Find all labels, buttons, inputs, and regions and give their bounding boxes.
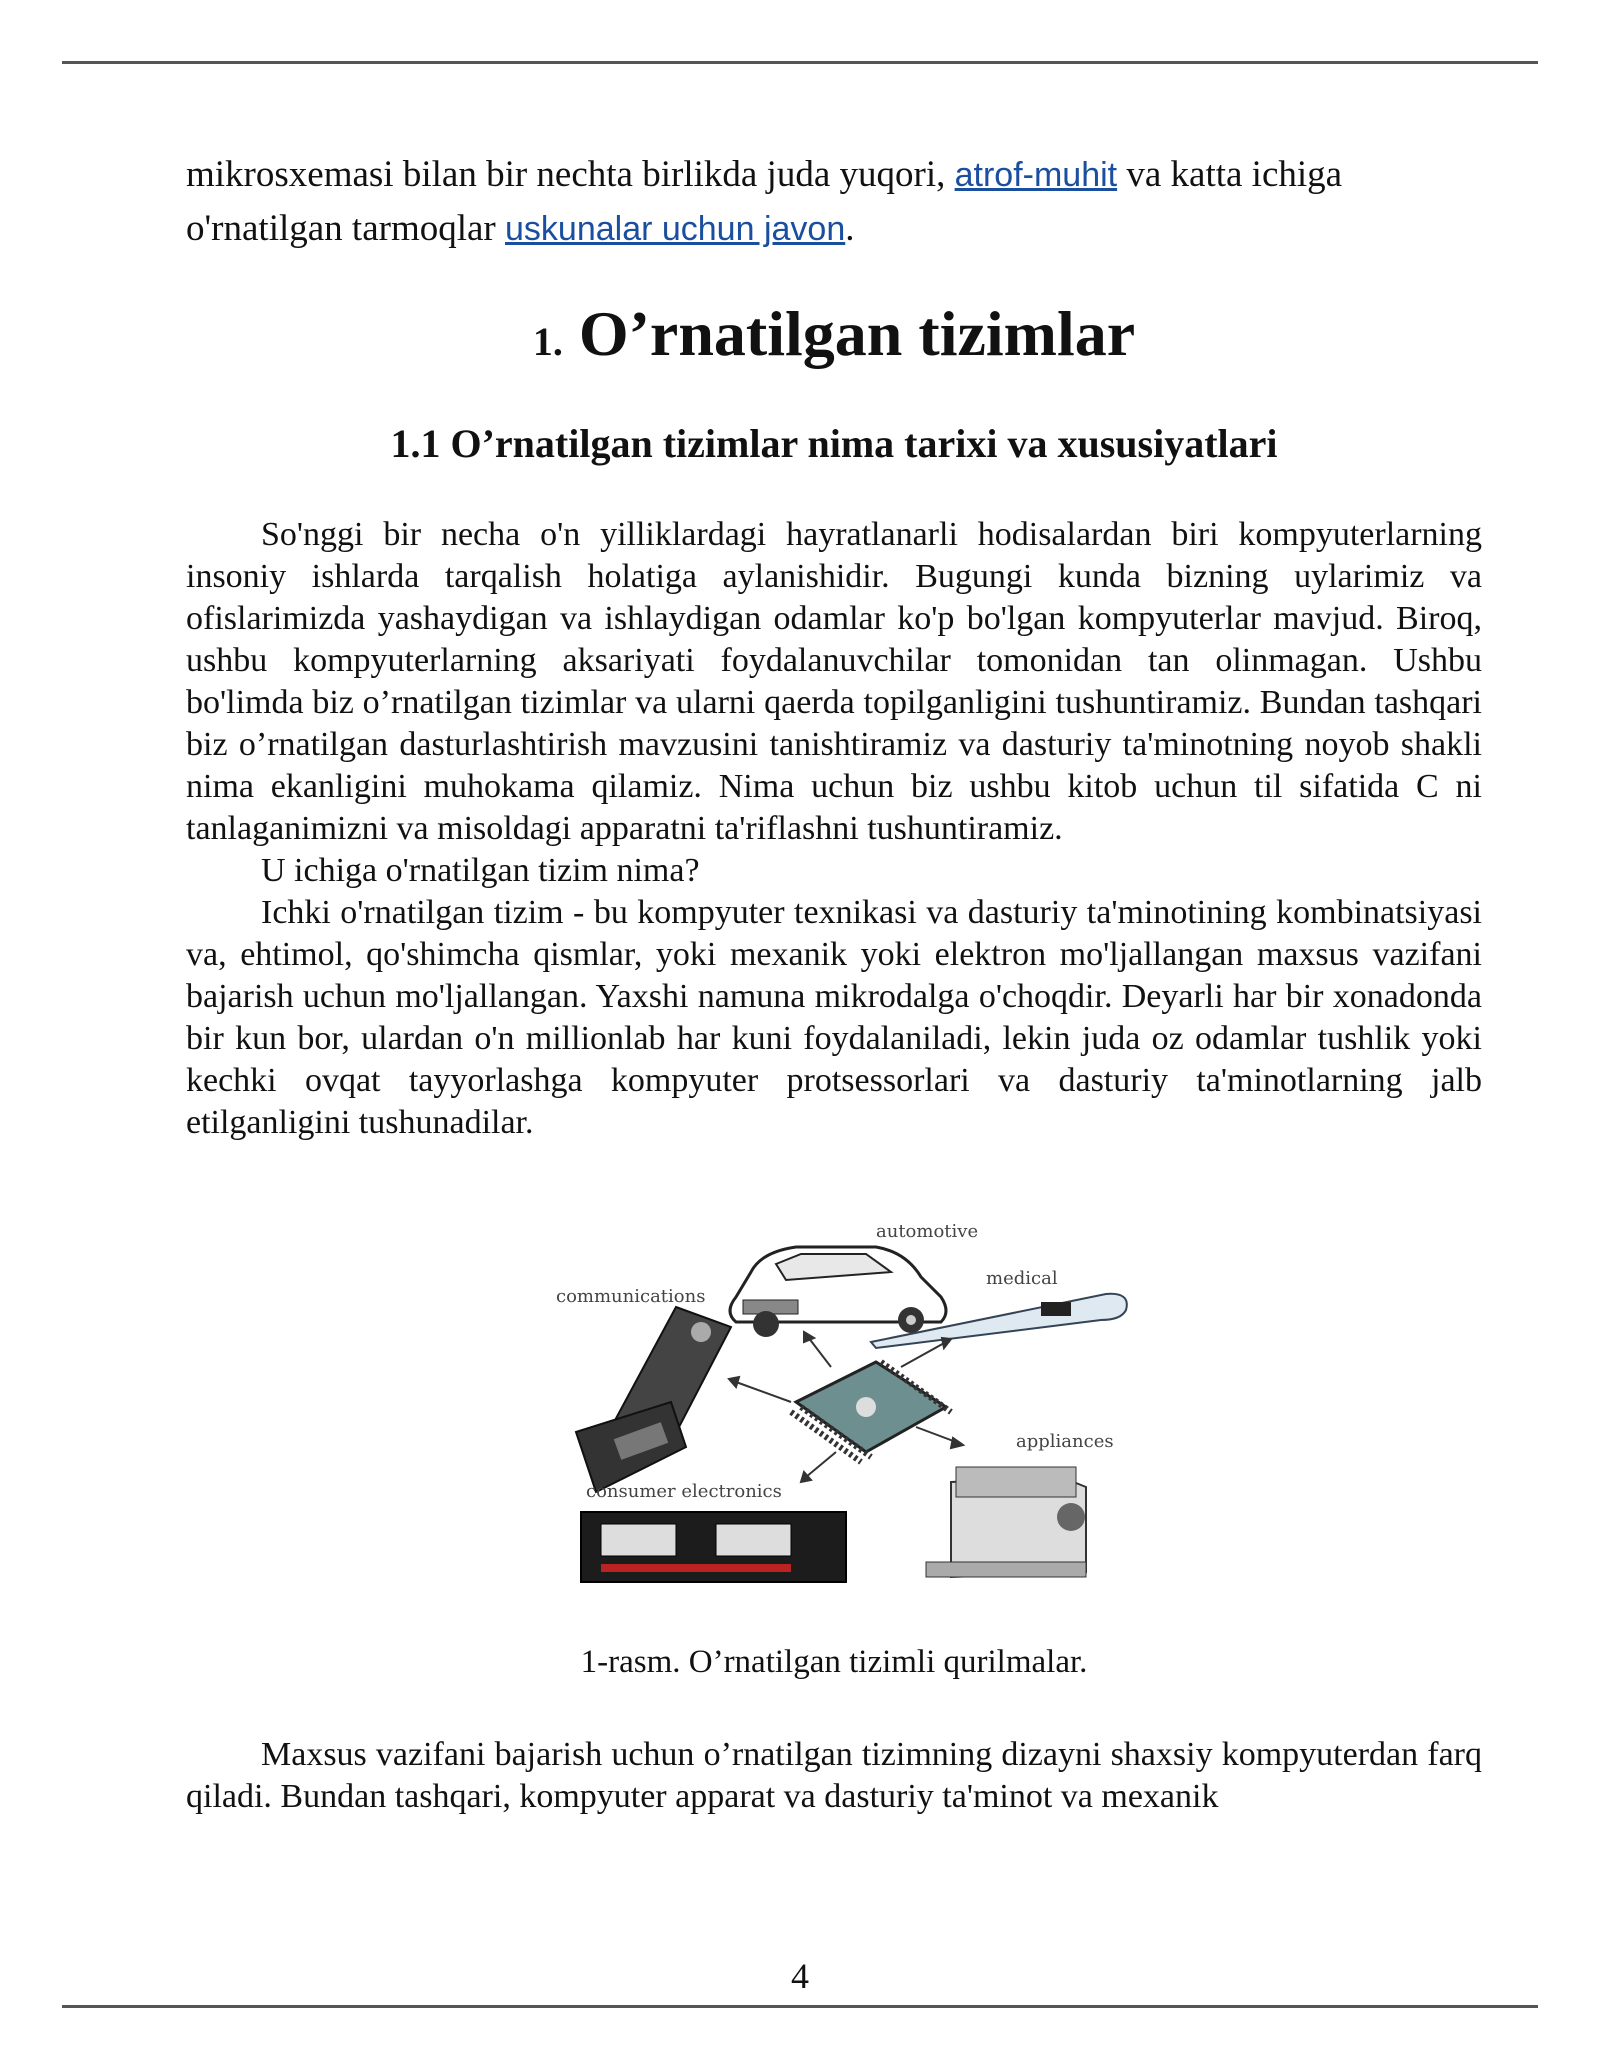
link-atrof-muhit[interactable]: atrof-muhit xyxy=(954,156,1118,194)
body-paragraph: Maxsus vazifani bajarish uchun o’rnatilgan tizimning dizayni shaxsiy kompyuterdan farq qiladi. Bundan tashqari, kompyuter apparat va dasturiy ta'minot va mexanik xyxy=(186,1736,1482,1815)
phone-image xyxy=(576,1307,731,1492)
figure-caption: 1-rasm. O’rnatilgan tizimli qurilmalar. xyxy=(580,1644,1088,1680)
car-image xyxy=(730,1247,946,1337)
question-line: U ichiga o'rnatilgan tizim nima? xyxy=(261,852,700,889)
label-communications: communications xyxy=(556,1286,706,1307)
body-paragraph: Ichki o'rnatilgan tizim - bu kompyuter texnikasi va dasturiy ta'minotining kombinatsiyasi va, ehtimol, qo'shimcha qismlar, yoki mexanik yoki elektron mo'ljallangan maxsus vazifani bajarish uchun mo'ljallangan. Yaxshi namuna mikrodalga o'choqdir. Deyarli har bir xonadonda bir kun bor, ulardan o'n millionlab har kuni foydalaniladi, lekin juda oz odamlar tushlik yoki kechki ovqat tayyorlashga kompyuter protsessorlari va dasturiy ta'minotlarning jalb etilganligini tushunadilar. xyxy=(186,894,1482,1141)
label-appliances: appliances xyxy=(1016,1431,1114,1452)
section-heading: 1.1 O’rnatilgan tizimlar nima tarixi va xususiyatlari xyxy=(390,421,1278,466)
label-medical: medical xyxy=(986,1268,1058,1289)
intro-text: mikrosxemasi bilan bir nechta birlikda juda yuqori, xyxy=(186,154,955,195)
chapter-number: 1. xyxy=(532,319,563,364)
label-automotive: automotive xyxy=(876,1221,979,1242)
stereo-image xyxy=(581,1512,846,1582)
body-paragraph: So'nggi bir necha o'n yilliklardagi hayratlanarli hodisalardan biri kompyuterlarning insoniy ishlarda tarqalish holatiga aylanishidir. Bugungi kunda bizning uylarimiz va ofislarimizda yashaydigan va ishlaydigan odamlar ko'p bo'lgan kompyuterlar mavjud. Biroq, ushbu kompyuterlarning aksariyati foydalanuvchilar tomonidan tan olinmagan. Ushbu bo'limda biz o’rnatilgan tizimlar va ularni qaerda topilganligini tushuntiramiz. Bundan tashqari biz o’rnatilgan dasturlashtirish mavzusini tanishtiramiz va dasturiy ta'minotning noyob shakli nima ekanligini muhokama qilamiz. Nima uchun biz ushbu kitob uchun til sifatida C ni tanlaganimizni va misoldagi apparatni ta'riflashni tushuntiramiz. xyxy=(186,516,1482,847)
page-content xyxy=(186,148,1482,1818)
microchip-image xyxy=(791,1362,951,1462)
figure-illustration xyxy=(546,1202,1146,1602)
intro-text: va katta ichiga o'rnatilgan tarmoqlar xyxy=(186,154,1343,249)
sewing-machine-image xyxy=(926,1467,1086,1577)
embedded-devices-figure xyxy=(546,1202,1146,1602)
chapter-heading xyxy=(186,292,1482,384)
header-rule xyxy=(62,61,1538,64)
page-number: 4 xyxy=(791,1956,809,1996)
intro-text: . xyxy=(845,208,855,249)
chapter-title: O’rnatilgan tizimlar xyxy=(578,298,1136,369)
label-consumer-electronics: consumer electronics xyxy=(586,1481,782,1502)
footer-rule xyxy=(62,2005,1538,2008)
intro-paragraph xyxy=(186,148,1482,256)
link-uskunalar[interactable]: uskunalar uchun javon xyxy=(505,210,846,248)
